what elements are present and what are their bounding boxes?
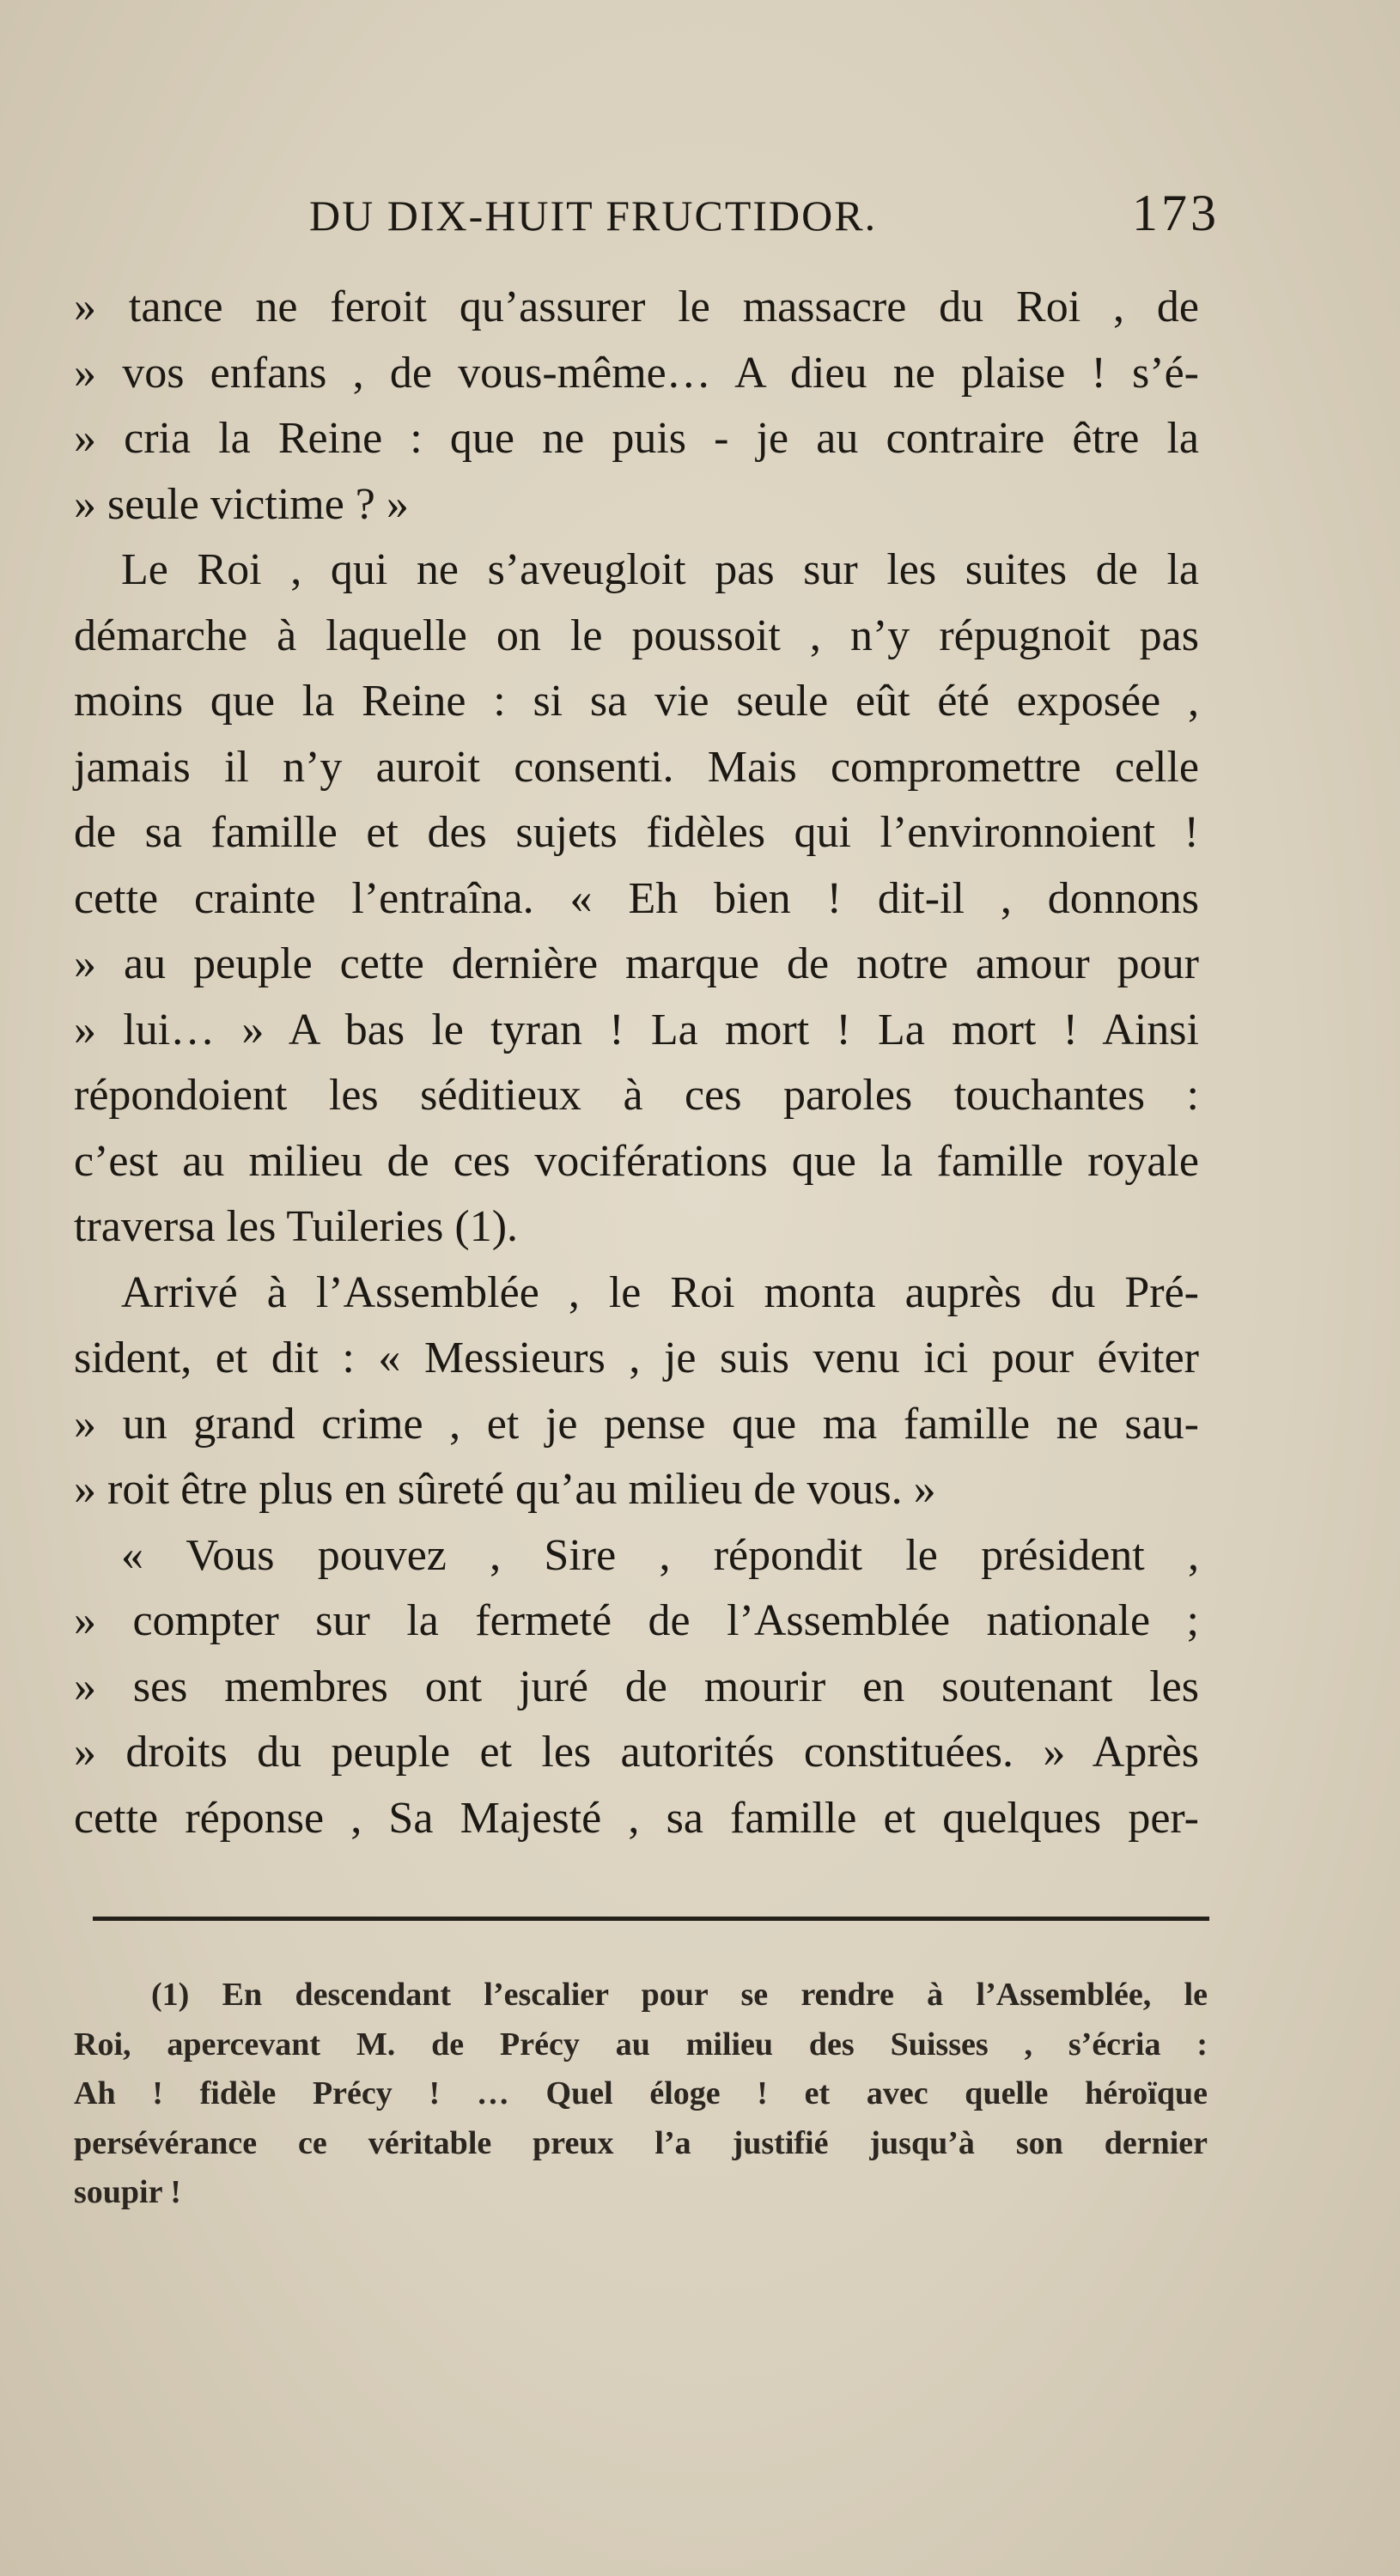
- text-line: » cria la Reine : que ne puis - je au contraire être la: [74, 414, 1199, 463]
- footnote-line: (1) En descendant l’escalier pour se rendre à l’Assemblée, le: [151, 1977, 1208, 2013]
- text-line: cette réponse , Sa Majesté , sa famille et quelques per-: [74, 1793, 1199, 1843]
- text-line: » au peuple cette dernière marque de notre amour pour: [74, 939, 1199, 988]
- text-line: » compter sur la fermeté de l’Assemblée nationale ;: [74, 1596, 1199, 1645]
- footnote-line: persévérance ce véritable preux l’a justifié jusqu’à son dernier: [74, 2124, 1208, 2161]
- text-line: jamais il n’y auroit consenti. Mais compromettre celle: [74, 742, 1199, 792]
- footnote: [74, 1971, 1208, 2218]
- text-line: » vos enfans , de vous-même… A dieu ne plaise ! s’é-: [74, 348, 1199, 398]
- body-text: [74, 275, 1199, 1851]
- text-line: » roit être plus en sûreté qu’au milieu de vous. »: [74, 1465, 936, 1514]
- text-line: sident, et dit : « Messieurs , je suis venu ici pour éviter: [74, 1334, 1199, 1382]
- text-line: c’est au milieu de ces vociférations que la famille royale: [74, 1136, 1199, 1186]
- text-line: » ses membres ont juré de mourir en soutenant les: [74, 1662, 1199, 1711]
- text-line: de sa famille et des sujets fidèles qui l’environnoient !: [74, 808, 1199, 857]
- page-number: 173: [1132, 185, 1220, 241]
- footnote-line: Ah ! fidèle Précy ! … Quel éloge ! et avec quelle héroïque: [74, 2075, 1208, 2111]
- text-line: » un grand crime , et je pense que ma famille ne sau-: [74, 1399, 1199, 1449]
- footnote-line: Roi, apercevant M. de Précy au milieu des Suisses , s’écria :: [74, 2026, 1208, 2063]
- text-line: moins que la Reine : si sa vie seule eût été exposée ,: [74, 677, 1199, 726]
- text-line: » seule victime ? »: [74, 479, 409, 529]
- text-line: « Vous pouvez , Sire , répondit le président ,: [121, 1530, 1199, 1580]
- text-line: Le Roi , qui ne s’aveugloit pas sur les suites de la: [121, 545, 1199, 594]
- text-line: traversa les Tuileries (1).: [74, 1202, 519, 1251]
- text-line: cette crainte l’entraîna. « Eh bien ! dit-il , donnons: [74, 873, 1199, 923]
- text-line: » tance ne feroit qu’assurer le massacre du Roi , de: [74, 283, 1199, 331]
- text-line: » droits du peuple et les autorités constituées. » Après: [74, 1728, 1199, 1777]
- text-line: Arrivé à l’Assemblée , le Roi monta auprès du Pré-: [121, 1267, 1199, 1317]
- running-title: DU DIX-HUIT FRUCTIDOR.: [309, 191, 878, 240]
- text-line: démarche à laquelle on le poussoit , n’y répugnoit pas: [74, 611, 1199, 660]
- footnote-line: soupir !: [74, 2174, 181, 2210]
- footnote-divider: [93, 1917, 1209, 1921]
- text-line: répondoient les séditieux à ces paroles touchantes :: [74, 1071, 1199, 1120]
- page-header: [309, 185, 1220, 251]
- text-line: » lui… » A bas le tyran ! La mort ! La mort ! Ainsi: [74, 1005, 1199, 1054]
